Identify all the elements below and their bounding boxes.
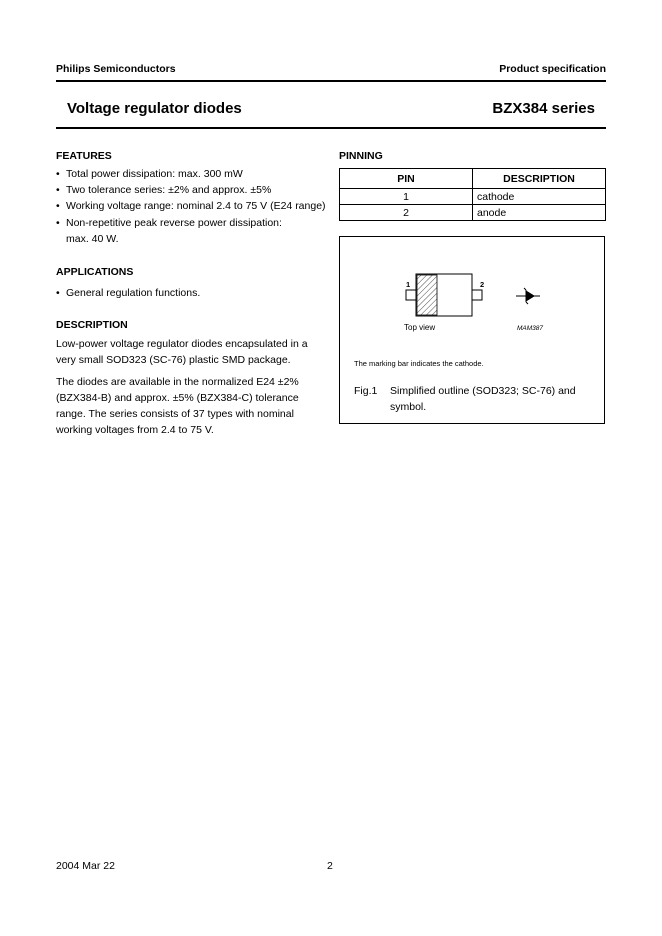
list-item: • Two tolerance series: ±2% and approx. ±5% — [56, 184, 272, 197]
figure-caption: Simplified outline (SOD323; SC-76) and symbol. — [390, 385, 576, 413]
pin-description: cathode — [473, 189, 606, 205]
pin-number: 2 — [340, 205, 473, 221]
list-item: • Working voltage range: nominal 2.4 to 75 V (E24 range) — [56, 200, 326, 213]
features-list — [56, 166, 336, 247]
pin-description: anode — [473, 205, 606, 221]
table-row — [340, 205, 606, 221]
pinning-table — [339, 168, 606, 221]
features-heading: FEATURES — [56, 150, 112, 162]
description-paragraph-1: Low-power voltage regulator diodes encapsulated in a very small SOD323 (SC-76) plastic SMD package. — [56, 338, 308, 366]
top-view-label: Top view — [404, 323, 436, 332]
figure-number: Fig.1 — [354, 385, 378, 397]
header-rule — [56, 80, 606, 82]
pin-2-label: 2 — [480, 280, 485, 289]
diode-symbol-icon — [516, 288, 540, 304]
applications-list — [56, 285, 336, 301]
series-title: BZX384 series — [492, 100, 595, 117]
pinning-heading: PINNING — [339, 150, 383, 162]
marking-note: The marking bar indicates the cathode. — [354, 359, 484, 368]
description-heading: DESCRIPTION — [56, 319, 128, 331]
pin-1-label: 1 — [406, 280, 411, 289]
applications-heading: APPLICATIONS — [56, 266, 134, 278]
pin-number: 1 — [340, 189, 473, 205]
lead-1 — [406, 290, 416, 300]
page-title: Voltage regulator diodes — [67, 100, 242, 117]
table-header-row — [340, 169, 606, 189]
description-paragraph-2: The diodes are available in the normalized E24 ±2% (BZX384-B) and approx. ±5% (BZX384-C) tolerance range. The series consists of 37 types with nominal working voltages from 2.4 to 75 V. — [56, 376, 299, 436]
footer-date: 2004 Mar 22 — [56, 860, 115, 872]
figure-code: MAM387 — [517, 325, 544, 332]
pin-column-header: PIN — [340, 169, 473, 189]
list-item: • Non-repetitive peak reverse power dissipation: max. 40 W. — [56, 216, 282, 245]
list-item: • Total power dissipation: max. 300 mW — [56, 168, 243, 180]
page-number: 2 — [327, 860, 333, 872]
document-type: Product specification — [499, 63, 606, 75]
title-rule — [56, 127, 606, 129]
figure-box — [339, 236, 605, 424]
description-column-header: DESCRIPTION — [473, 169, 606, 189]
lead-2 — [472, 290, 482, 300]
list-item: • General regulation functions. — [56, 287, 201, 299]
cathode-marking-bar — [417, 275, 437, 315]
table-row — [340, 189, 606, 205]
company-name: Philips Semiconductors — [56, 63, 176, 75]
